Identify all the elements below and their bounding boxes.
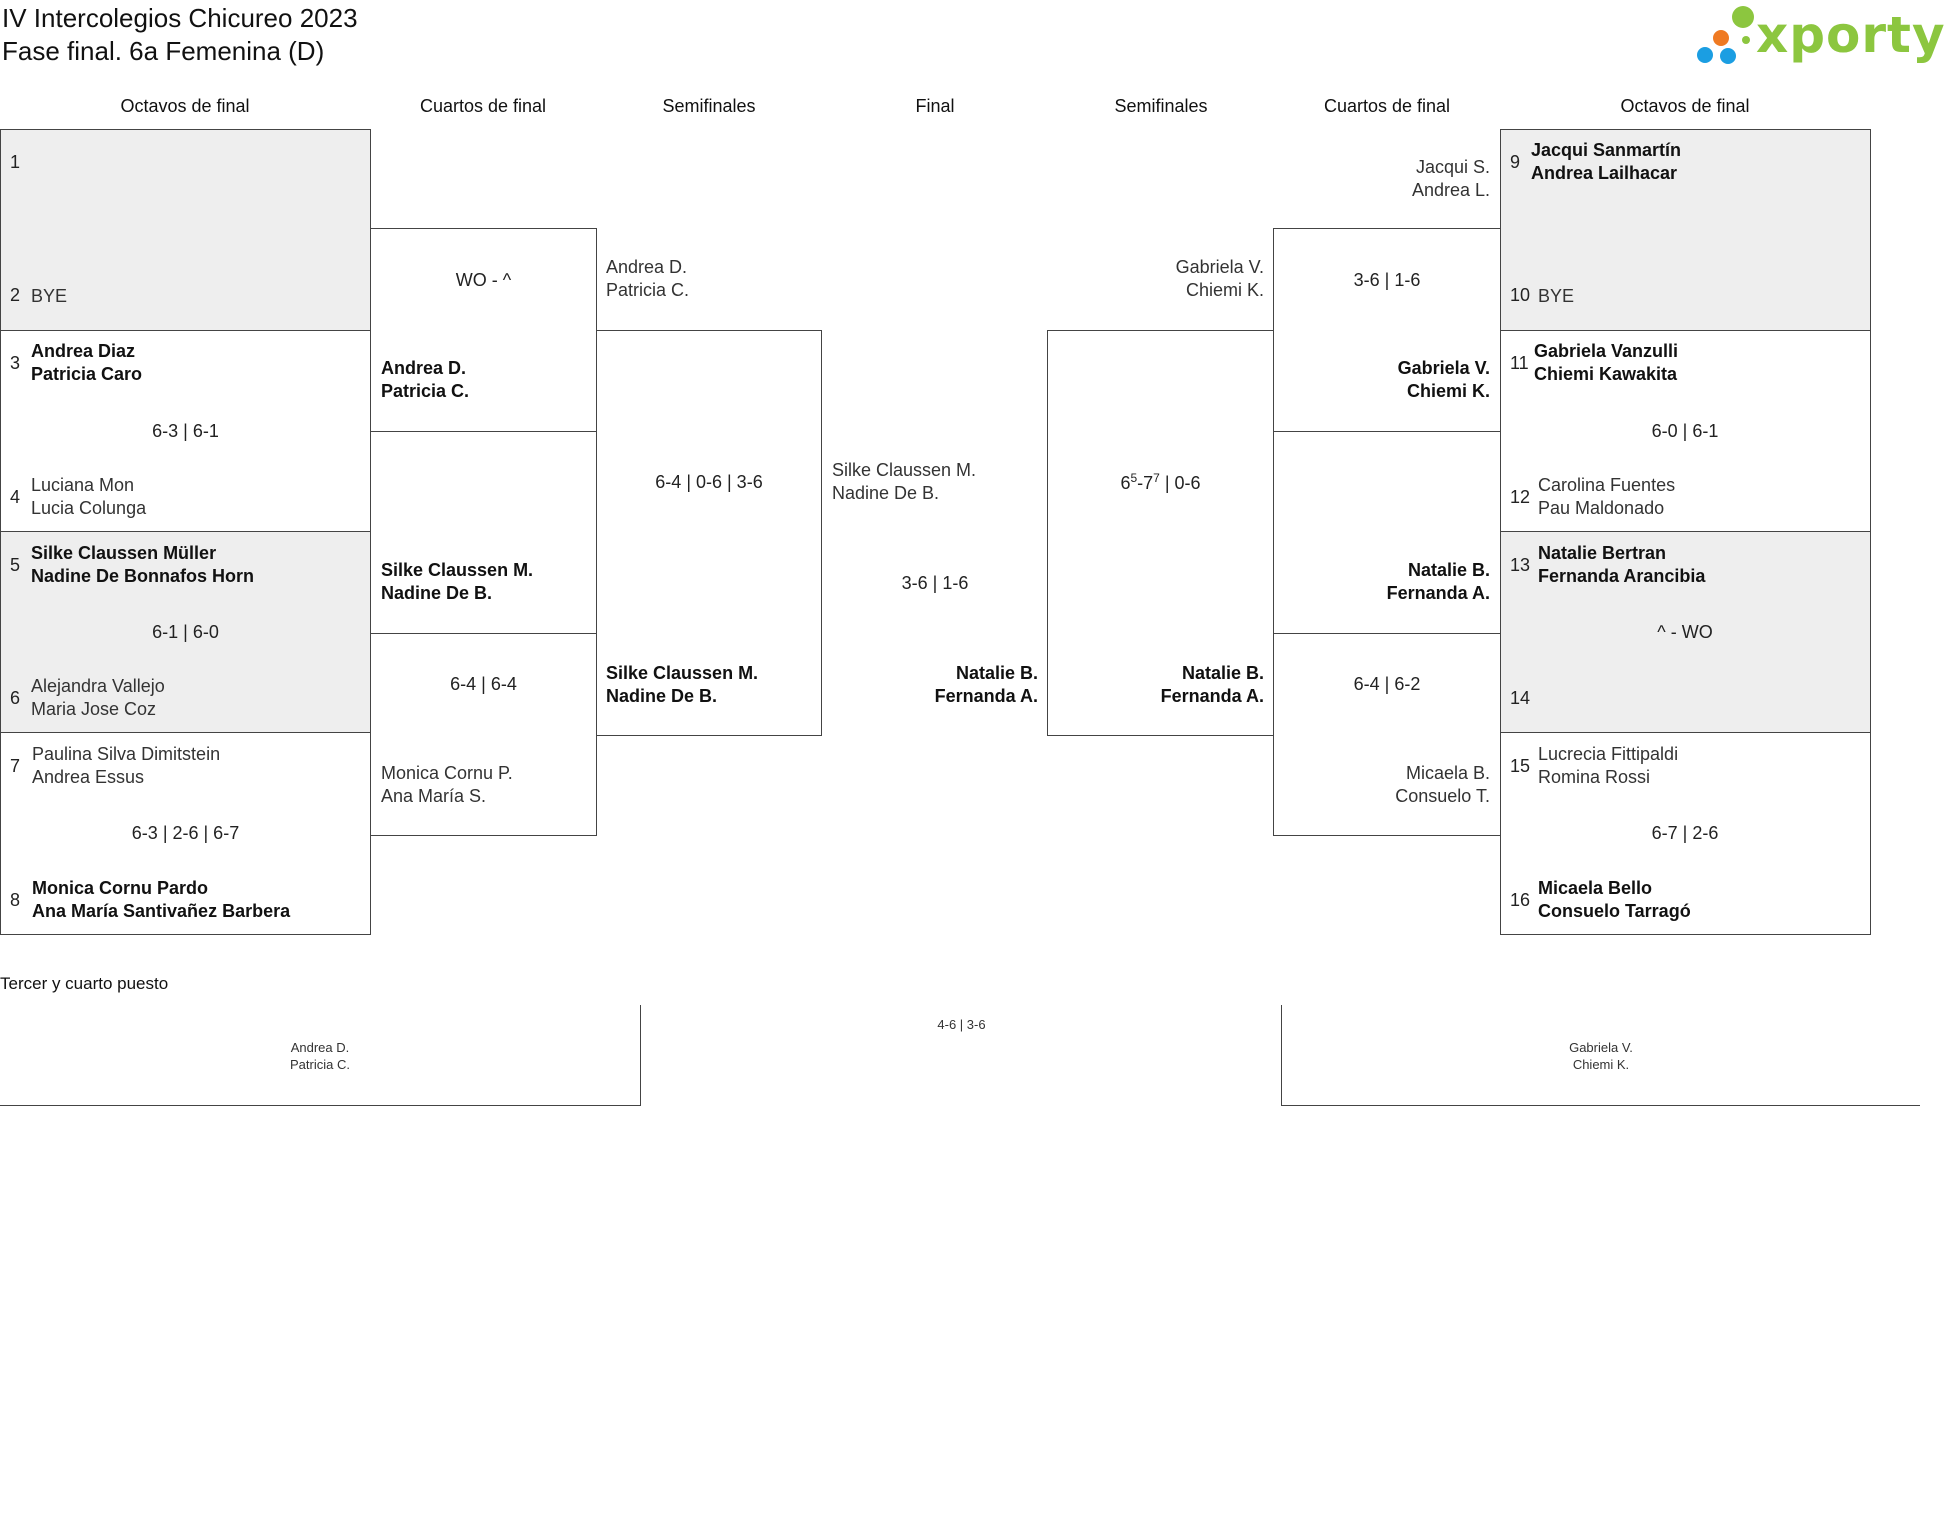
team-line: Natalie B. [1407,560,1490,580]
team-line: BYE [1538,286,1575,306]
team-line: Andrea Essus [32,767,145,787]
team-line: Monica Cornu Pardo [32,878,209,898]
header-sf-right: Semifinales [1114,96,1208,116]
seed-number: 16 [1510,890,1531,910]
team-line: Patricia C. [606,280,690,300]
team-line: Consuelo Tarragó [1538,901,1691,921]
team-line: Andrea D. [606,257,688,277]
seed-number: 7 [10,756,21,776]
match-score: 6-4 | 6-2 [1353,674,1421,694]
match-score: $6^5-7^7$ | 0-6 [1120,471,1201,493]
match-score: 6-4 | 0-6 | 3-6 [655,472,763,492]
match-score: 6-7 | 2-6 [1651,823,1719,843]
header-final: Final [915,96,955,116]
team-line: Fernanda A. [934,686,1038,706]
match-score: WO - ^ [455,270,512,290]
bracket-line [1281,1105,1920,1106]
team-line: Silke Claussen M. [381,560,534,580]
seed-number: 1 [10,152,21,172]
team-line: Micaela Bello [1538,878,1653,898]
team-line: Nadine De Bonnafos Horn [31,566,255,586]
seed-number: 12 [1510,487,1531,507]
team-line: Natalie Bertran [1538,543,1667,563]
team-line: Romina Rossi [1538,767,1651,787]
third-place-title: Tercer y cuarto puesto [0,974,169,993]
match-score: ^ - WO [1657,622,1713,642]
seed-number: 9 [1510,152,1521,172]
match-score: 6-3 | 2-6 | 6-7 [131,823,240,843]
team-line: Fernanda A. [1386,583,1490,603]
logo-text: xporty [1756,6,1946,64]
seed-number: 10 [1510,285,1531,305]
team-line: Chiemi K. [1406,381,1490,401]
seed-number: 14 [1510,688,1531,708]
seed-number: 13 [1510,555,1531,575]
header-qf-right: Cuartos de final [1323,96,1451,116]
team-line: Maria Jose Coz [31,699,157,719]
header-qf-left: Cuartos de final [419,96,547,116]
seed-number: 3 [10,353,21,373]
team-line: Andrea D. [290,1040,350,1055]
team-line: Consuelo T. [1395,786,1490,806]
seed-number: 2 [10,285,21,305]
team-line: Gabriela V. [1397,358,1490,378]
team-line: Fernanda Arancibia [1538,566,1706,586]
team-line: Alejandra Vallejo [31,676,165,696]
seed-number: 15 [1510,756,1531,776]
team-line: Gabriela Vanzulli [1534,341,1679,361]
team-line: Ana María Santivañez Barbera [32,901,291,921]
team-line: Patricia C. [381,381,470,401]
team-line: Silke Claussen M. [832,460,977,480]
match-score: 6-3 | 6-1 [152,421,219,441]
team-line: Paulina Silva Dimitstein [32,744,221,764]
team-line: Andrea D. [381,358,467,378]
match-score: 6-4 | 6-4 [450,674,517,694]
team-line: Natalie B. [955,663,1038,683]
team-line: Chiemi K. [1572,1057,1630,1072]
team-line: Micaela B. [1405,763,1490,783]
team-line: Nadine De B. [606,686,718,706]
team-line: Gabriela V. [1569,1040,1633,1055]
team-line: Natalie B. [1181,663,1264,683]
team-line: Lucrecia Fittipaldi [1538,744,1679,764]
team-line: Carolina Fuentes [1538,475,1676,495]
match-score: 6-1 | 6-0 [152,622,219,642]
header-sf-left: Semifinales [662,96,756,116]
team-line: Lucia Colunga [31,498,147,518]
seed-number: 4 [10,487,21,507]
team-line: Gabriela V. [1175,257,1264,277]
match-score: 3-6 | 1-6 [901,573,969,593]
seed-number: 8 [10,890,21,910]
team-line: Silke Claussen M. [606,663,759,683]
bracket-line [0,1105,641,1106]
team-line: Ana María S. [381,786,487,806]
team-line: Andrea Lailhacar [1531,163,1678,183]
team-line: Silke Claussen Müller [31,543,217,563]
team-line: Chiemi K. [1185,280,1264,300]
match-score: 6-0 | 6-1 [1651,421,1719,441]
team-line: Pau Maldonado [1538,498,1665,518]
team-line: Patricia C. [290,1057,350,1072]
team-line: Luciana Mon [31,475,135,495]
header-r16-left: Octavos de final [120,96,250,116]
team-line: Monica Cornu P. [381,763,513,783]
header-r16-right: Octavos de final [1620,96,1750,116]
team-line: Jacqui Sanmartín [1531,140,1682,160]
team-line: Nadine De B. [381,583,493,603]
seed-number: 6 [10,688,21,708]
team-line: Andrea L. [1411,180,1490,200]
seed-number: 11 [1510,353,1529,373]
team-line: BYE [31,286,68,306]
team-line: Nadine De B. [832,483,940,503]
seed-number: 5 [10,555,21,575]
page-title: IV Intercolegios Chicureo 2023 [2,3,358,33]
match-score: 4-6 | 3-6 [937,1017,986,1032]
team-line: Jacqui S. [1415,157,1490,177]
xporty-logo [1694,4,1946,68]
match-score: 3-6 | 1-6 [1353,270,1421,290]
team-line: Patricia Caro [31,364,143,384]
team-line: Fernanda A. [1160,686,1264,706]
team-line: Andrea Diaz [31,341,136,361]
page-subtitle: Fase final. 6a Femenina (D) [2,36,325,66]
team-line: Chiemi Kawakita [1534,364,1678,384]
